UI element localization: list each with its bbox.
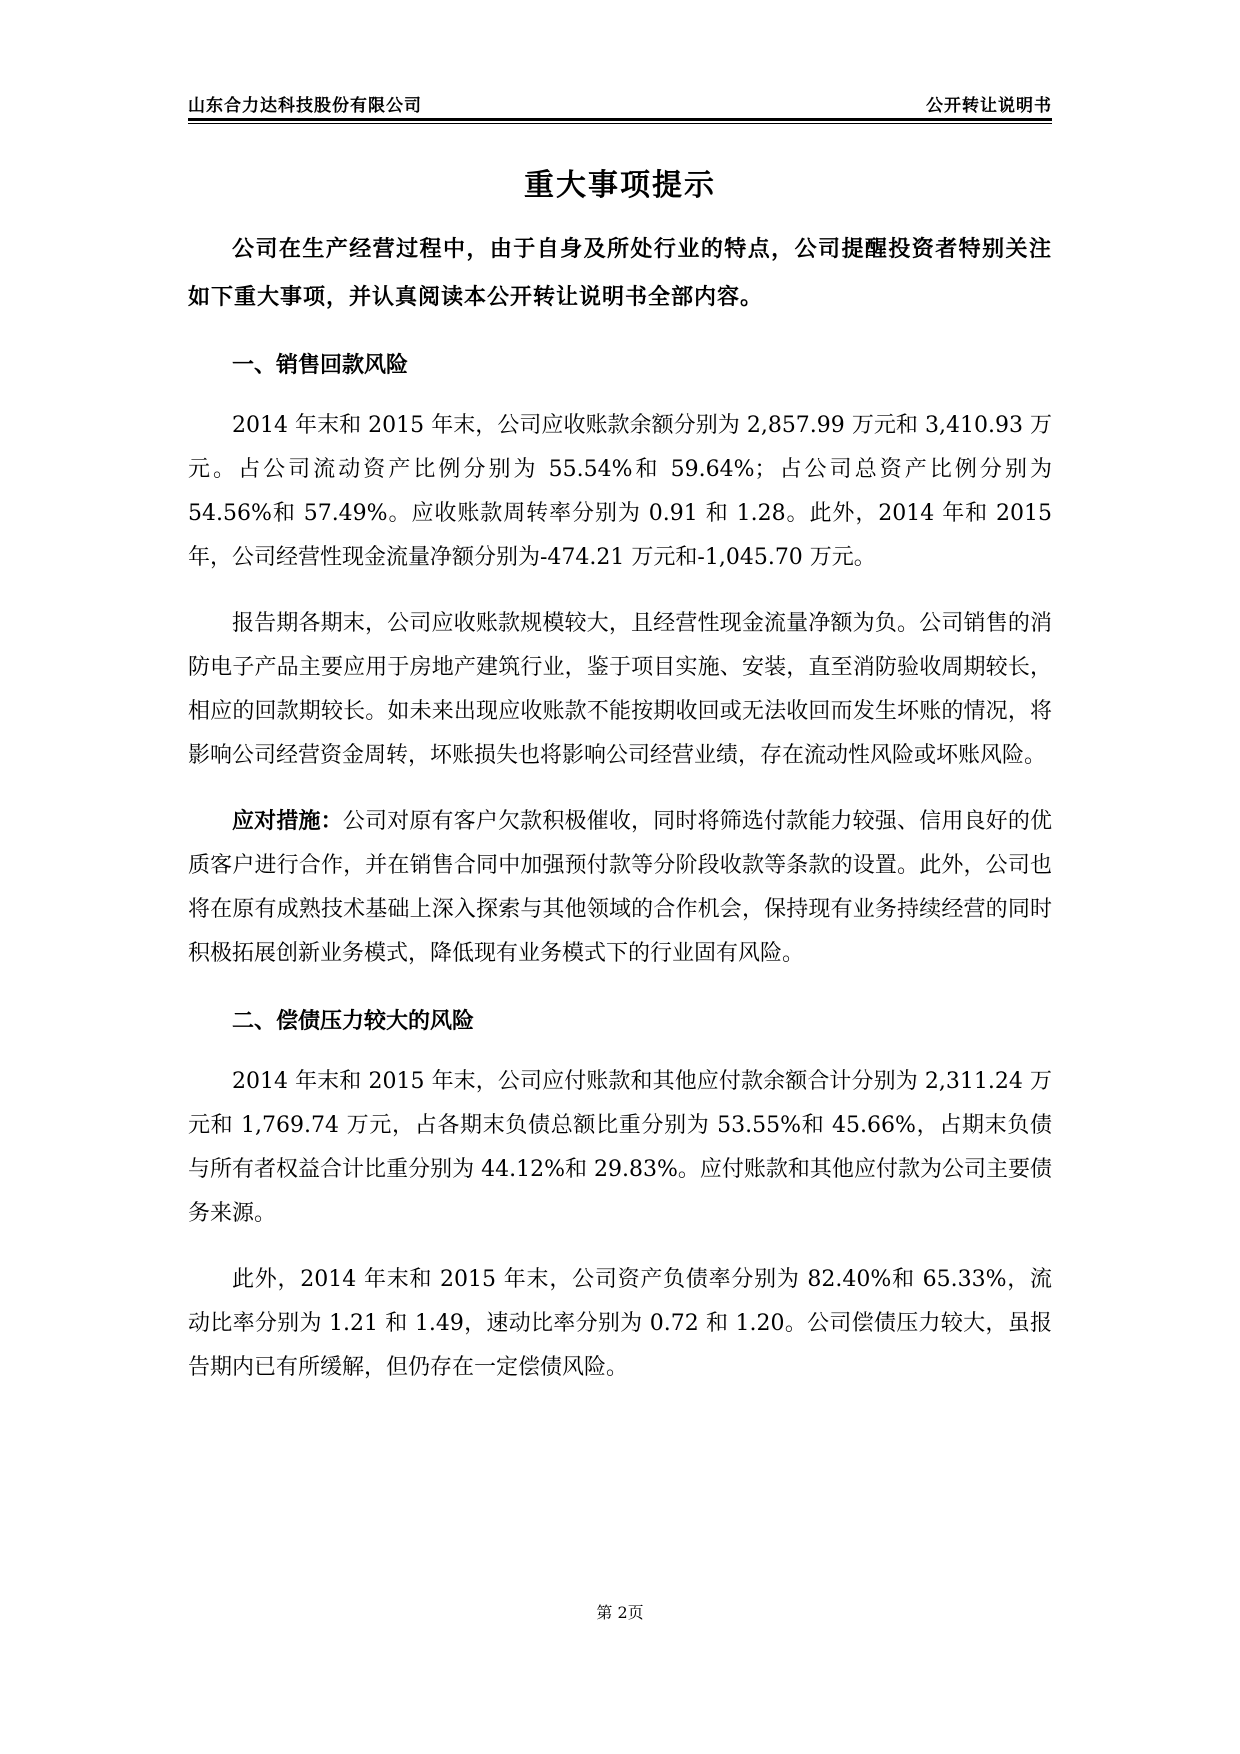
measures-paragraph bbox=[188, 800, 1052, 976]
body-paragraph: 此外，2014 年末和 2015 年末，公司资产负债率分别为 82.40%和 65.33%，流动比率分别为 1.21 和 1.49，速动比率分别为 0.72 和 1.20。公司偿债压力较大，虽报告期内已有所缓解，但仍存在一定偿债风险。 bbox=[188, 1267, 1052, 1380]
section-debt-pressure-risk bbox=[188, 1000, 1052, 1390]
measures-label: 应对措施： bbox=[232, 809, 343, 834]
header-rule bbox=[188, 118, 1052, 121]
header-rule-thin bbox=[188, 123, 1052, 124]
document-body bbox=[188, 226, 1052, 1412]
measures-text: 公司对原有客户欠款积极催收，同时将筛选付款能力较强、信用良好的优质客户进行合作，并在销售合同中加强预付款等分阶段收款等条款的设置。此外，公司也将在原有成熟技术基础上深入探索与其他领域的合作机会，保持现有业务持续经营的同时积极拓展创新业务模式，降低现有业务模式下的行业固有风险。 bbox=[188, 809, 1052, 966]
section-heading: 一、销售回款风险 bbox=[232, 353, 409, 378]
page-header bbox=[188, 86, 1052, 116]
body-paragraph: 2014 年末和 2015 年末，公司应收账款余额分别为 2,857.99 万元和 3,410.93 万元。占公司流动资产比例分别为 55.54%和 59.64%；占公司总资产比例分别为 54.56%和 57.49%。应收账款周转率分别为 0.91 和 1.28。此外，2014 年和 2015 年，公司经营性现金流量净额分别为-474.21 万元和-1,045.70 万元。 bbox=[188, 413, 1052, 570]
body-paragraph: 报告期各期末，公司应收账款规模较大，且经营性现金流量净额为负。公司销售的消防电子产品主要应用于房地产建筑行业，鉴于项目实施、安装，直至消防验收周期较长，相应的回款期较长。如未来出现应收账款不能按期收回或无法收回而发生坏账的情况，将影响公司经营资金周转，坏账损失也将影响公司经营业绩，存在流动性风险或坏账风险。 bbox=[188, 611, 1052, 768]
section-heading: 二、偿债压力较大的风险 bbox=[232, 1009, 475, 1034]
section-sales-collection-risk bbox=[188, 344, 1052, 976]
header-company: 山东合力达科技股份有限公司 bbox=[188, 96, 422, 116]
header-doc-type: 公开转让说明书 bbox=[926, 96, 1052, 116]
page-title: 重大事项提示 bbox=[524, 168, 716, 203]
intro-paragraph: 公司在生产经营过程中，由于自身及所处行业的特点，公司提醒投资者特别关注如下重大事项，并认真阅读本公开转让说明书全部内容。 bbox=[188, 237, 1052, 310]
page-number: 第 2页 bbox=[596, 1603, 644, 1622]
body-paragraph: 2014 年末和 2015 年末，公司应付账款和其他应付款余额合计分别为 2,311.24 万元和 1,769.74 万元，占各期末负债总额比重分别为 53.55%和 45.66%，占期末负债与所有者权益合计比重分别为 44.12%和 29.83%。应付账款和其他应付款为公司主要债务来源。 bbox=[188, 1069, 1052, 1226]
